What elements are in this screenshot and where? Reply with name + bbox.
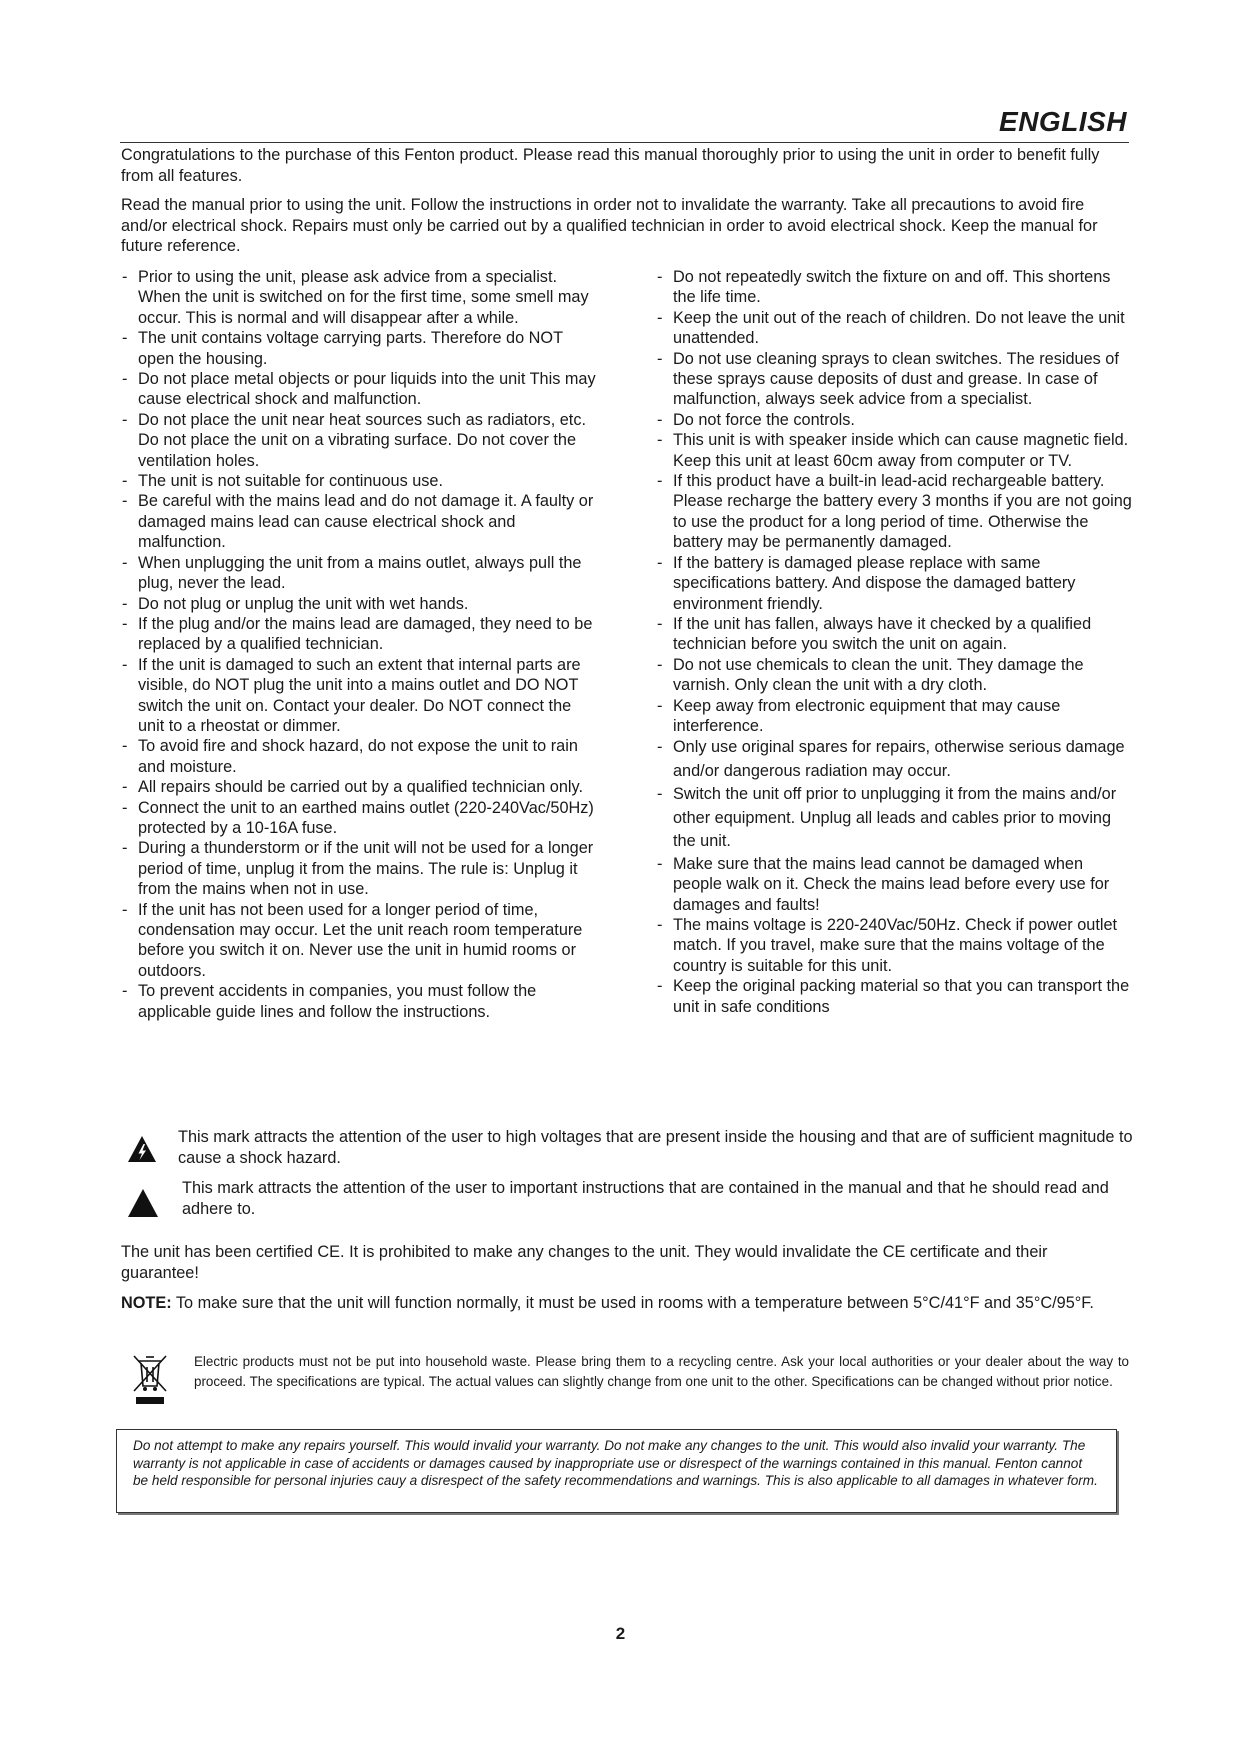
list-item: - Do not place the unit near heat sources such as radiators, etc. Do not place the unit on a vibrating surface. Do not cover the ventilation holes. — [121, 410, 601, 471]
list-item: - If the unit is damaged to such an extent that internal parts are visible, do NOT plug the unit into a mains outlet and DO NOT switch the unit on. Contact your dealer. Do NOT connect the unit to a rheostat or dimmer. — [121, 655, 601, 737]
safety-list-left — [121, 267, 601, 1022]
note-label: NOTE: — [121, 1294, 172, 1312]
list-item: - Do not plug or unplug the unit with wet hands. — [121, 594, 601, 614]
list-item: - Do not force the controls. — [656, 410, 1134, 430]
page-number: 2 — [615, 1624, 626, 1643]
instructions-warning — [127, 1178, 1127, 1222]
list-item: - If the plug and/or the mains lead are damaged, they need to be replaced by a qualified technician. — [121, 614, 601, 655]
list-item: - To prevent accidents in companies, you must follow the applicable guide lines and follow the instructions. — [121, 981, 601, 1022]
list-item: - The unit contains voltage carrying parts. Therefore do NOT open the housing. — [121, 328, 601, 369]
crossed-bin-icon — [132, 1353, 168, 1407]
temperature-note — [121, 1293, 1126, 1314]
list-item: - Switch the unit off prior to unplugging it from the mains and/or other equipment. Unplug all leads and cables prior to moving the unit. — [656, 783, 1134, 854]
list-item: - Prior to using the unit, please ask advice from a specialist. When the unit is switched on for the first time, some smell may occur. This is normal and will disappear after a while. — [121, 267, 601, 328]
list-item: - Keep the original packing material so that you can transport the unit in safe conditions — [656, 976, 1134, 1017]
safety-list-right — [656, 267, 1134, 1017]
list-item: - Do not place metal objects or pour liquids into the unit This may cause electrical shock and malfunction. — [121, 369, 601, 410]
list-item: - During a thunderstorm or if the unit will not be used for a longer period of time, unplug it from the mains. The rule is: Unplug it from the mains when not in use. — [121, 838, 601, 899]
intro-congratulations: Congratulations to the purchase of this Fenton product. Please read this manual thoroughly prior to using the unit in order to benefit fully from all features. — [121, 146, 1100, 185]
note-text: To make sure that the unit will function normally, it must be used in rooms with a temperature between 5°C/41°F and 35°C/95°F. — [175, 1294, 1094, 1312]
language-heading: ENGLISH — [999, 106, 1127, 137]
list-item: - Do not use cleaning sprays to clean switches. The residues of these sprays cause deposits of dust and grease. In case of malfunction, always seek advice from a specialist. — [656, 349, 1134, 410]
high-voltage-warning — [127, 1127, 1133, 1171]
list-item: - The unit is not suitable for continuous use. — [121, 471, 601, 491]
instructions-text: This mark attracts the attention of the user to important instructions that are contained in the manual and that he should read and adhere to. — [182, 1179, 1109, 1218]
list-item: - Be careful with the mains lead and do not damage it. A faulty or damaged mains lead can cause electrical shock and malfunction. — [121, 491, 601, 552]
list-item: - The mains voltage is 220-240Vac/50Hz. Check if power outlet match. If you travel, make sure that the mains voltage of the country is suitable for this unit. — [656, 915, 1134, 976]
page-header — [120, 104, 1129, 143]
list-item: - If this product have a built-in lead-acid rechargeable battery. Please recharge the battery every 3 months if you are not going to use the product for a long period of time. Otherwise the battery may be permanently damaged. — [656, 471, 1134, 553]
high-voltage-text: This mark attracts the attention of the user to high voltages that are present inside the housing and that are of sufficient magnitude to cause a shock hazard. — [178, 1128, 1133, 1167]
warranty-disclaimer-box — [116, 1429, 1117, 1513]
exclamation-warning-icon — [127, 1188, 159, 1218]
list-item: - To avoid fire and shock hazard, do not expose the unit to rain and moisture. — [121, 736, 601, 777]
list-item: - Keep the unit out of the reach of children. Do not leave the unit unattended. — [656, 308, 1134, 349]
list-item: - When unplugging the unit from a mains outlet, always pull the plug, never the lead. — [121, 553, 601, 594]
weee-disposal-notice — [132, 1352, 1132, 1414]
weee-text: Electric products must not be put into household waste. Please bring them to a recycling centre. Ask your local authorities or your dealer about the way to proceed. The specifications are typical. The actual values can slightly change from one unit to the other. Specifications can be changed without prior notice. — [194, 1354, 1129, 1389]
intro-read-manual: Read the manual prior to using the unit. Follow the instructions in order not to invalidate the warranty. Take all precautions to avoid fire and/or electrical shock. Repairs must only be carried out by a qualified technician in order to avoid electrical shock. Keep the manual for future reference. — [121, 196, 1098, 255]
list-item: - All repairs should be carried out by a qualified technician only. — [121, 777, 601, 797]
list-item: - If the unit has not been used for a longer period of time, condensation may occur. Let the unit reach room temperature before you switch it on. Never use the unit in humid rooms or outdoors. — [121, 900, 601, 982]
ce-certification-text: The unit has been certified CE. It is prohibited to make any changes to the unit. They would invalidate the CE certificate and their guarantee! — [121, 1243, 1048, 1282]
lightning-warning-icon — [127, 1135, 157, 1163]
list-item: - If the battery is damaged please replace with same specifications battery. And dispose the damaged battery environment friendly. — [656, 553, 1134, 614]
list-item: - This unit is with speaker inside which can cause magnetic field. Keep this unit at least 60cm away from computer or TV. — [656, 430, 1134, 471]
list-item: - Keep away from electronic equipment that may cause interference. — [656, 696, 1134, 737]
list-item: - Do not use chemicals to clean the unit. They damage the varnish. Only clean the unit with a dry cloth. — [656, 655, 1134, 696]
list-item: - Only use original spares for repairs, otherwise serious damage and/or dangerous radiation may occur. — [656, 736, 1134, 783]
list-item: - Make sure that the mains lead cannot be damaged when people walk on it. Check the mains lead before every use for damages and faults! — [656, 854, 1134, 915]
warranty-disclaimer-text: Do not attempt to make any repairs yourself. This would invalid your warranty. Do not make any changes to the unit. This would also invalid your warranty. The warranty is not applicable in case of accidents or damages caused by inappropriate use or disrespect of the warnings contained in this manual. Fenton cannot be held responsible for personal injuries cauy a disrespect of the safety recommendations and warnings. This is also applicable to all damages in whatever form. — [133, 1438, 1098, 1489]
list-item: - If the unit has fallen, always have it checked by a qualified technician before you switch the unit on again. — [656, 614, 1134, 655]
list-item: - Connect the unit to an earthed mains outlet (220-240Vac/50Hz) protected by a 10-16A fuse. — [121, 798, 601, 839]
list-item: - Do not repeatedly switch the fixture on and off. This shortens the life time. — [656, 267, 1134, 308]
